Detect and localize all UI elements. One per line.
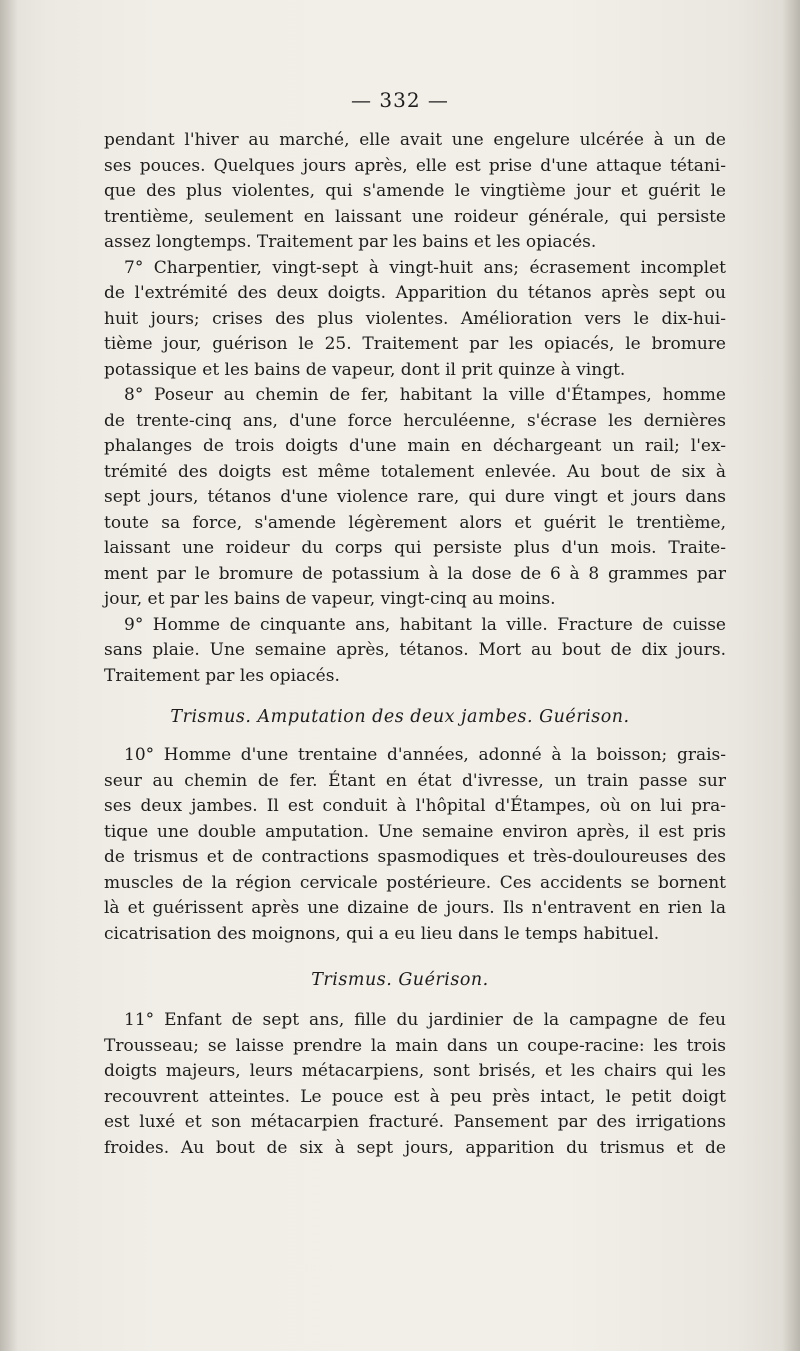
section-heading-trismus-guerison: Trismus. Guérison. — [311, 970, 489, 990]
text-line: de l'extrémité des deux doigts. Apparition du tétanos après sept ou — [104, 283, 726, 303]
text-line: froides. Au bout de six à sept jours, apparition du trismus et de — [104, 1137, 726, 1158]
page-edge-right — [782, 0, 800, 1351]
text-line: recouvrent atteintes. Le pouce est à peu près intact, le petit doigt — [104, 1086, 726, 1107]
text-line: cicatrisation des moignons, qui a eu lieu dans le temps habituel. — [104, 923, 660, 944]
text-line: phalanges de trois doigts d'une main en déchargeant un rail; l'ex- — [104, 436, 726, 456]
section-heading-trismus-amputation: Trismus. Amputation des deux jambes. Guérison. — [170, 707, 630, 727]
text-line: trémité des doigts est même totalement enlevée. Au bout de six à — [104, 461, 726, 482]
text-line: 9° Homme de cinquante ans, habitant la ville. Fracture de cuisse — [124, 614, 726, 635]
text-line: là et guérissent après une dizaine de jours. Ils n'entravent en rien la — [104, 898, 726, 918]
paragraph-block-cases-6-to-9 — [104, 128, 726, 689]
text-line: sans plaie. Une semaine après, tétanos. Mort au bout de dix jours. — [104, 640, 726, 660]
text-line: seur au chemin de fer. Étant en état d'ivresse, un train passe sur — [104, 770, 726, 791]
text-line: tique une double amputation. Une semaine environ après, il est pris — [104, 821, 726, 842]
text-line: huit jours; crises des plus violentes. Amélioration vers le dix-hui- — [104, 308, 726, 329]
text-line: pendant l'hiver au marché, elle avait une engelure ulcérée à un de — [104, 130, 726, 150]
text-line: de trismus et de contractions spasmodiques et très-douloureuses des — [104, 847, 726, 867]
text-line: assez longtemps. Traitement par les bains et les opiacés. — [104, 232, 597, 252]
text-line: laissant une roideur du corps qui persiste plus d'un mois. Traite- — [104, 538, 726, 558]
page-edge-left — [0, 0, 18, 1351]
text-line: 8° Poseur au chemin de fer, habitant la ville d'Étampes, homme — [124, 385, 726, 405]
text-line: tième jour, guérison le 25. Traitement par les opiacés, le bromure — [104, 334, 726, 354]
text-line: 7° Charpentier, vingt-sept à vingt-huit ans; écrasement incomplet — [124, 257, 726, 278]
text-line: muscles de la région cervicale postérieure. Ces accidents se bornent — [104, 872, 726, 893]
text-line: Traitement par les opiacés. — [104, 665, 340, 686]
text-line: jour, et par les bains de vapeur, vingt-cinq au moins. — [104, 589, 556, 609]
page-number: — 332 — — [351, 88, 449, 112]
text-line: 10° Homme d'une trentaine d'années, adonné à la boisson; grais- — [124, 745, 726, 765]
paragraph-block-case-11 — [104, 1008, 726, 1161]
text-line: toute sa force, s'amende légèrement alors et guérit le trentième, — [104, 512, 726, 533]
text-line: est luxé et son métacarpien fracturé. Pansement par des irrigations — [104, 1112, 726, 1132]
text-line: ment par le bromure de potassium à la dose de 6 à 8 grammes par — [104, 563, 726, 584]
text-line: que des plus violentes, qui s'amende le vingtième jour et guérit le — [104, 181, 726, 201]
text-line: potassique et les bains de vapeur, dont il prit quinze à vingt. — [104, 359, 626, 380]
text-line: de trente-cinq ans, d'une force herculéenne, s'écrase les dernières — [104, 410, 726, 431]
text-line: ses pouces. Quelques jours après, elle est prise d'une attaque tétani- — [104, 155, 726, 176]
text-line: trentième, seulement en laissant une roideur générale, qui persiste — [104, 206, 726, 227]
text-line: 11° Enfant de sept ans, fille du jardinier de la campagne de feu — [124, 1010, 726, 1030]
text-line: ses deux jambes. Il est conduit à l'hôpital d'Étampes, où on lui pra- — [104, 796, 726, 816]
text-line: Trousseau; se laisse prendre la main dans un coupe-racine: les trois — [104, 1035, 726, 1056]
text-line: sept jours, tétanos d'une violence rare, qui dure vingt et jours dans — [104, 487, 726, 507]
text-line: doigts majeurs, leurs métacarpiens, sont brisés, et les chairs qui les — [104, 1061, 726, 1081]
paragraph-block-case-10 — [104, 743, 726, 947]
